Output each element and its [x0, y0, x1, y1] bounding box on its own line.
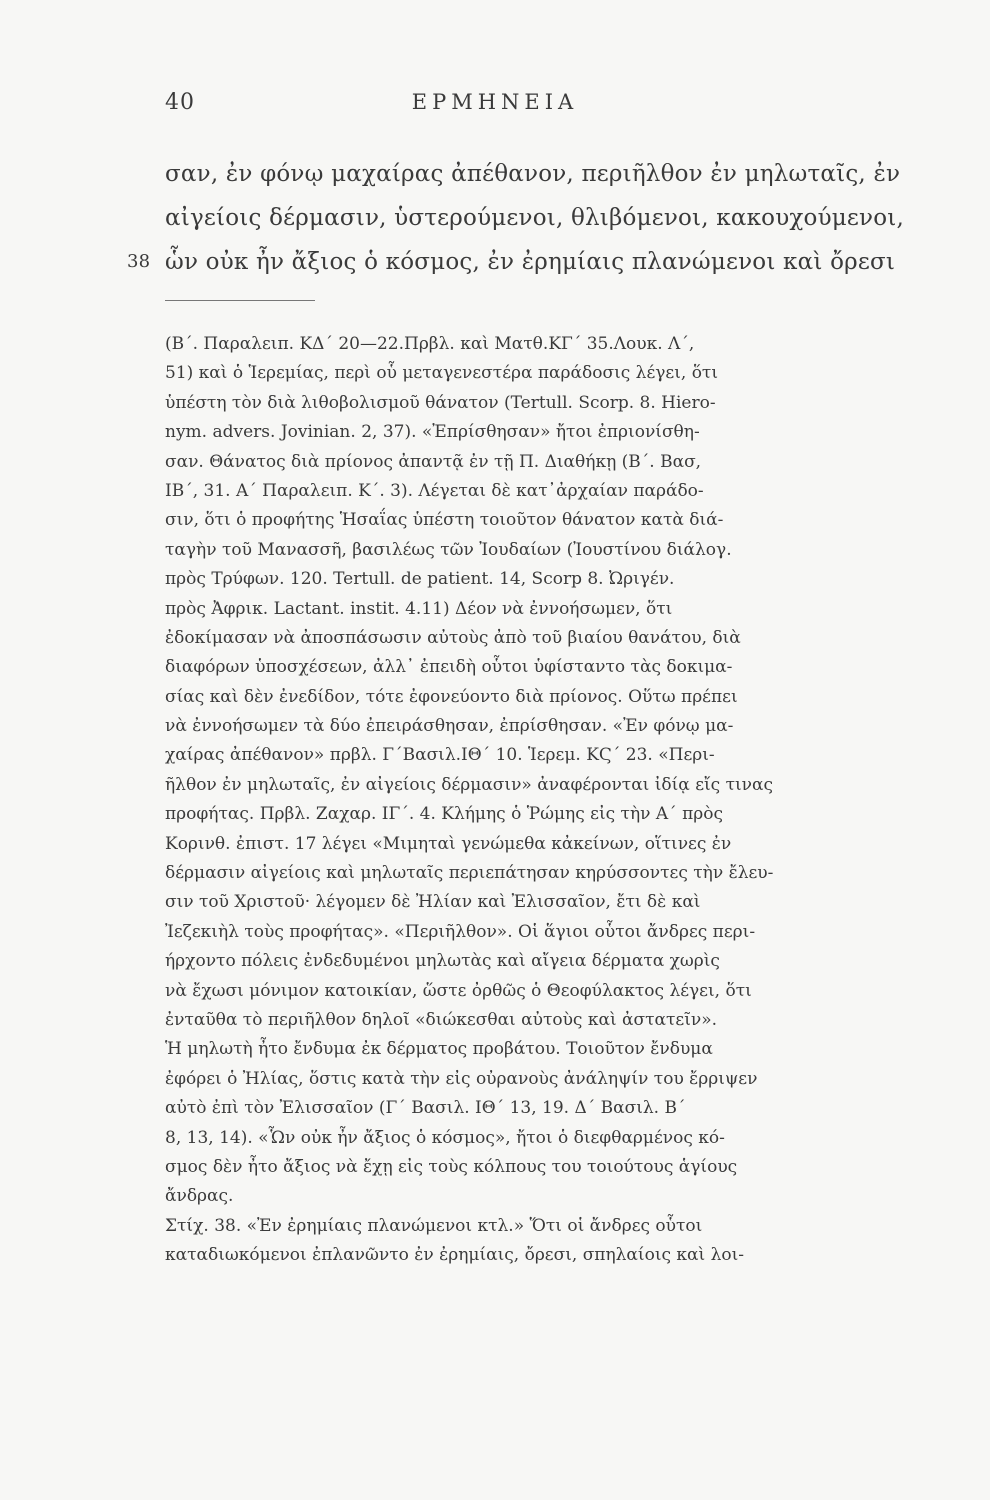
commentary-footnotes — [165, 330, 825, 1271]
main-text-line-content: σαν, ἐν φόνῳ μαχαίρας ἀπέθανον, περιῆλθον ἐν μηλωταῖς, ἐν — [165, 161, 901, 187]
main-text-line — [127, 240, 896, 284]
footnote-line: χαίρας ἀπέθανον» πρβλ. Γ΄Βασιλ.ΙΘ΄ 10. Ἱερεμ. ΚϚ΄ 23. «Περι- — [165, 745, 715, 766]
footnote-line: 51) καὶ ὁ Ἱερεμίας, περὶ οὗ μεταγενεστέρα παράδοσις λέγει, ὅτι — [165, 363, 718, 384]
footnote-line: ἄνδρας. — [165, 1186, 234, 1207]
footnote-line: Κορινθ. ἐπιστ. 17 λέγει «Μιμηταὶ γενώμεθα κἀκείνων, οἵτινες ἐν — [165, 833, 732, 854]
footnote-line: προφήτας. Πρβλ. Ζαχαρ. ΙΓ΄. 4. Κλήμης ὁ Ῥώμης εἰς τὴν Α΄ πρὸς — [165, 804, 723, 825]
footnote-line: ΙΒ΄, 31. Α΄ Παραλειπ. Κ΄. 3). Λέγεται δὲ κατ᾽ἀρχαίαν παράδο- — [165, 480, 704, 501]
main-text-line — [165, 196, 904, 240]
footnote-line: σμος δὲν ἦτο ἄξιος νὰ ἔχῃ εἰς τοὺς κόλπους του τοιούτους ἁγίους — [165, 1156, 738, 1177]
footnote-line: νὰ ἐννοήσωμεν τὰ δύο ἐπειράσθησαν, ἐπρίσθησαν. «Ἐν φόνῳ μα- — [165, 716, 734, 737]
footnote-line: ήρχοντο πόλεις ἐνδεδυμένοι μηλωτὰς καὶ αἴγεια δέρματα χωρὶς — [165, 951, 720, 972]
footnote-line: δέρμασιν αἰγείοις καὶ μηλωταῖς περιεπάτησαν κηρύσσοντες τὴν ἔλευ- — [165, 863, 774, 884]
footnote-line: Ἰεζεκιὴλ τοὺς προφήτας». «Περιῆλθον». Οἱ ἅγιοι οὗτοι ἄνδρες περι- — [165, 921, 756, 942]
footnote-line: ἐνταῦθα τὸ περιῆλθον δηλοῖ «διώκεσθαι αὐτοὺς καὶ ἀστατεῖν». — [165, 1009, 718, 1030]
main-text-line-content: ὧν οὐκ ἦν ἄξιος ὁ κόσμος, ἐν ἐρημίαις πλανώμενοι καὶ ὄρεσι — [165, 249, 896, 275]
page-number: 40 — [165, 90, 195, 115]
footnote-separator — [165, 300, 315, 301]
footnote-line: ταγὴν τοῦ Μανασσῆ, βασιλέως τῶν Ἰουδαίων (Ἰουστίνου διάλογ. — [165, 539, 732, 560]
footnote-line: ἐδοκίμασαν νὰ ἀποσπάσωσιν αὐτοὺς ἀπὸ τοῦ βιαίου θανάτου, διὰ — [165, 627, 741, 648]
footnote-line: (Β΄. Παραλειπ. ΚΔ΄ 20—22.Πρβλ. καὶ Ματθ.ΚΓ΄ 35.Λουκ. Λ΄, — [165, 334, 695, 354]
footnote-line: σιν, ὅτι ὁ προφήτης Ἡσαΐας ὑπέστη τοιοῦτον θάνατον κατὰ διά- — [165, 510, 724, 531]
main-text-line — [165, 152, 901, 196]
main-text — [127, 152, 904, 284]
page-header — [165, 90, 825, 120]
footnote-line: ὑπέστη τὸν διὰ λιθοβολισμοῦ θάνατον (Tertull. Scorp. 8. Hiero- — [165, 392, 716, 413]
footnote-line: nym. advers. Jovinian. 2, 37). «Ἐπρίσθησαν» ἤτοι ἐπριονίσθη- — [165, 422, 700, 443]
footnote-line: νὰ ἔχωσι μόνιμον κατοικίαν, ὥστε ὀρθῶς ὁ Θεοφύλακτος λέγει, ὅτι — [165, 980, 752, 1001]
footnote-line: διαφόρων ὑποσχέσεων, ἀλλ᾽ ἐπειδὴ οὗτοι ὑφίσταντο τὰς δοκιμα- — [165, 657, 733, 678]
footnote-line: πρὸς Τρύφων. 120. Tertull. de patient. 14, Scorp 8. Ὠριγέν. — [165, 569, 675, 590]
footnote-line: σαν. Θάνατος διὰ πρίονος ἀπαντᾷ ἐν τῇ Π. Διαθήκῃ (Β΄. Βασ, — [165, 451, 702, 472]
footnote-line: πρὸς Ἀφρικ. Lactant. instit. 4.11) Δέον νὰ ἐννοήσωμεν, ὅτι — [165, 598, 673, 619]
footnote-line: 8, 13, 14). «Ὧν οὐκ ἦν ἄξιος ὁ κόσμος», ἤτοι ὁ διεφθαρμένος κό- — [165, 1127, 725, 1148]
verse-number: 38 — [127, 251, 151, 272]
main-text-line-content: αἰγείοις δέρμασιν, ὑστερούμενοι, θλιβόμενοι, κακουχούμενοι, — [165, 205, 904, 231]
footnote-line: Στίχ. 38. «Ἐν ἐρημίαις πλανώμενοι κτλ.» Ὅτι οἱ ἄνδρες οὗτοι — [165, 1215, 703, 1236]
running-title: ΕΡΜΗΝΕΙΑ — [411, 90, 579, 114]
footnote-line: ἐφόρει ὁ Ἠλίας, ὅστις κατὰ τὴν εἰς οὐρανοὺς ἀνάληψίν του ἔρριψεν — [165, 1068, 758, 1089]
footnote-line: ῆλθον ἐν μηλωταῖς, ἐν αἰγείοις δέρμασιν» ἀναφέρονται ἰδίᾳ εἴς τινας — [165, 774, 773, 795]
footnote-line: σίας καὶ δὲν ἐνεδίδον, τότε ἐφονεύοντο διὰ πρίονος. Οὕτω πρέπει — [165, 686, 738, 707]
footnote-line: σιν τοῦ Χριστοῦ· λέγομεν δὲ Ἠλίαν καὶ Ἐλισσαῖον, ἔτι δὲ καὶ — [165, 892, 701, 913]
footnote-line: αὐτὸ ἐπὶ τὸν Ἐλισσαῖον (Γ΄ Βασιλ. ΙΘ΄ 13, 19. Δ΄ Βασιλ. Β΄ — [165, 1098, 686, 1119]
footnote-line: καταδιωκόμενοι ἐπλανῶντο ἐν ἐρημίαις, ὄρεσι, σπηλαίοις καὶ λοι- — [165, 1245, 744, 1266]
footnote-line: Ἡ μηλωτὴ ἦτο ἔνδυμα ἐκ δέρματος προβάτου. Τοιοῦτον ἔνδυμα — [165, 1039, 713, 1060]
